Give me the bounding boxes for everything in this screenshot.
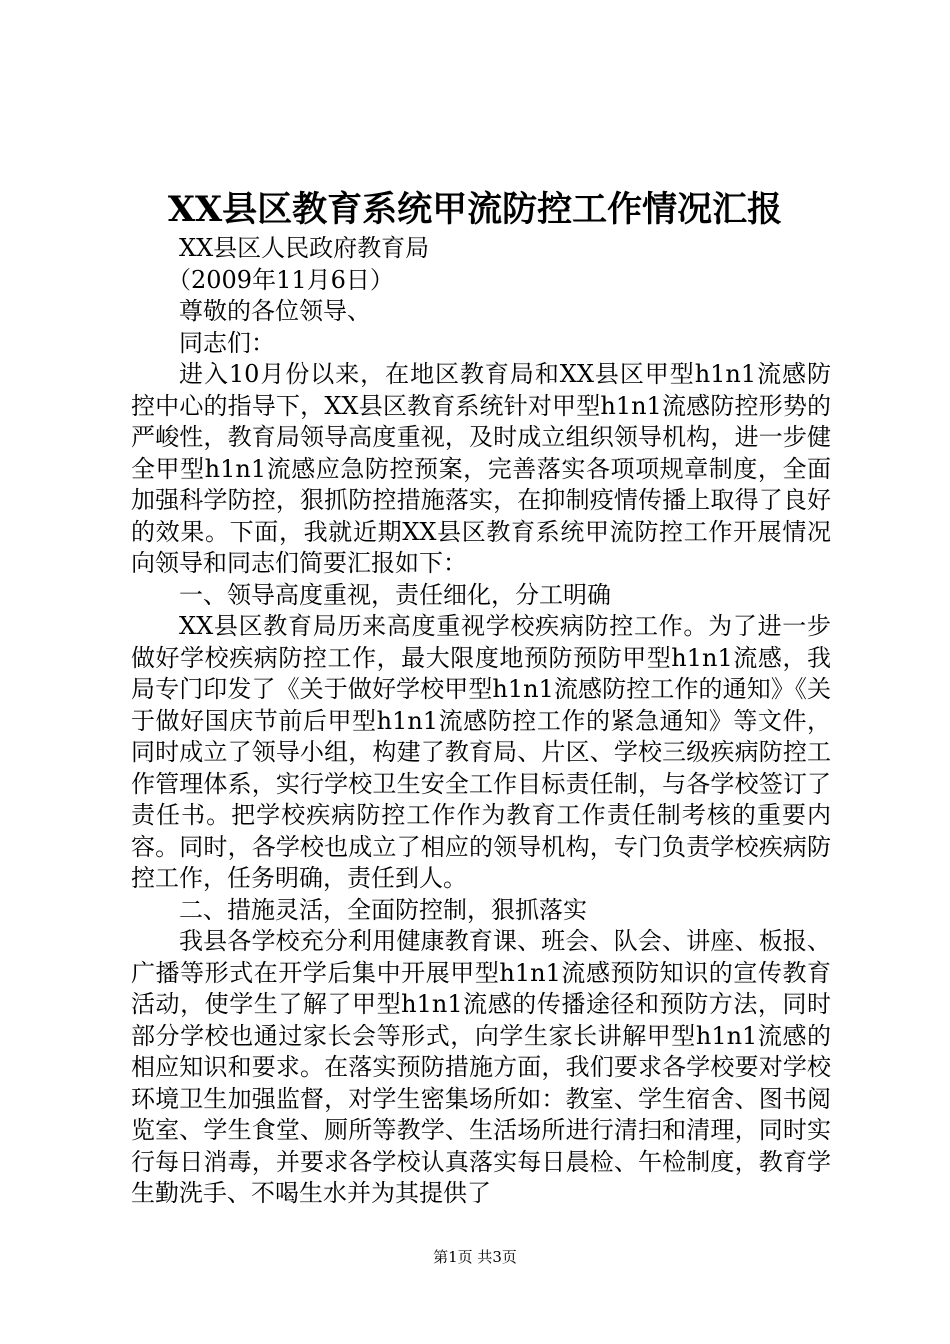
salutation-line: 同志们： [179,328,275,357]
paragraph-section-1: XX县区教育局历来高度重视学校疾病防控工作。为了进一步做好学校疾病防控工作，最大限度地预防预防甲型h1n1流感，我局专门印发了《关于做好学校甲型h1n1流感防控工作的通知》《关于做好国庆节前后甲型h1n1流感防控工作的紧急通知》等文件，同时成立了领导小组，构建了教育局、片区、学校三级疾病防控工作管理体系，实行学校卫生安全工作目标责任制，与各学校签订了责任书。把学校疾病防控工作作为教育工作责任制考核的重要内容。同时，各学校也成立了相应的领导机构，专门负责学校疾病防控工作，任务明确，责任到人。 [131,612,831,892]
section-heading-2: 二、措施灵活，全面防控制，狠抓落实 [179,895,587,924]
paragraph-section-2: 我县各学校充分利用健康教育课、班会、队会、讲座、板报、广播等形式在开学后集中开展甲型h1n1流感预防知识的宣传教育活动，使学生了解了甲型h1n1流感的传播途径和预防方法，同时部分学校也通过家长会等形式，向学生家长讲解甲型h1n1流感的相应知识和要求。在落实预防措施方面，我们要求各学校要对学校环境卫生加强监督，对学生密集场所如：教室、学生宿舍、图书阅览室、学生食堂、厕所等教学、生活场所进行清扫和清理，同时实行每日消毒，并要求各学校认真落实每日晨检、午检制度，教育学生勤洗手、不喝生水并为其提供了 [131,927,831,1207]
page-footer: 第1页 共3页 [433,1248,517,1266]
author-line: XX县区人民政府教育局 [179,234,430,262]
salutation-line: 尊敬的各位领导、 [179,297,371,325]
document-title: XX县区教育系统甲流防控工作情况汇报 [167,189,783,230]
paragraph-intro: 进入10月份以来，在地区教育局和XX县区甲型h1n1流感防控中心的指导下，XX县区教育系统针对甲型h1n1流感防控形势的严峻性，教育局领导高度重视，及时成立组织领导机构，进一步健全甲型h1n1流感应急防控预案，完善落实各项项规章制度，全面加强科学防控，狠抓防控措施落实，在抑制疫情传播上取得了良好的效果。下面，我就近期XX县区教育系统甲流防控工作开展情况向领导和同志们简要汇报如下： [131,360,831,577]
date-line: （2009年11月6日） [167,265,394,294]
section-heading-1: 一、领导高度重视，责任细化，分工明确 [179,580,611,609]
document-body [131,233,831,1210]
